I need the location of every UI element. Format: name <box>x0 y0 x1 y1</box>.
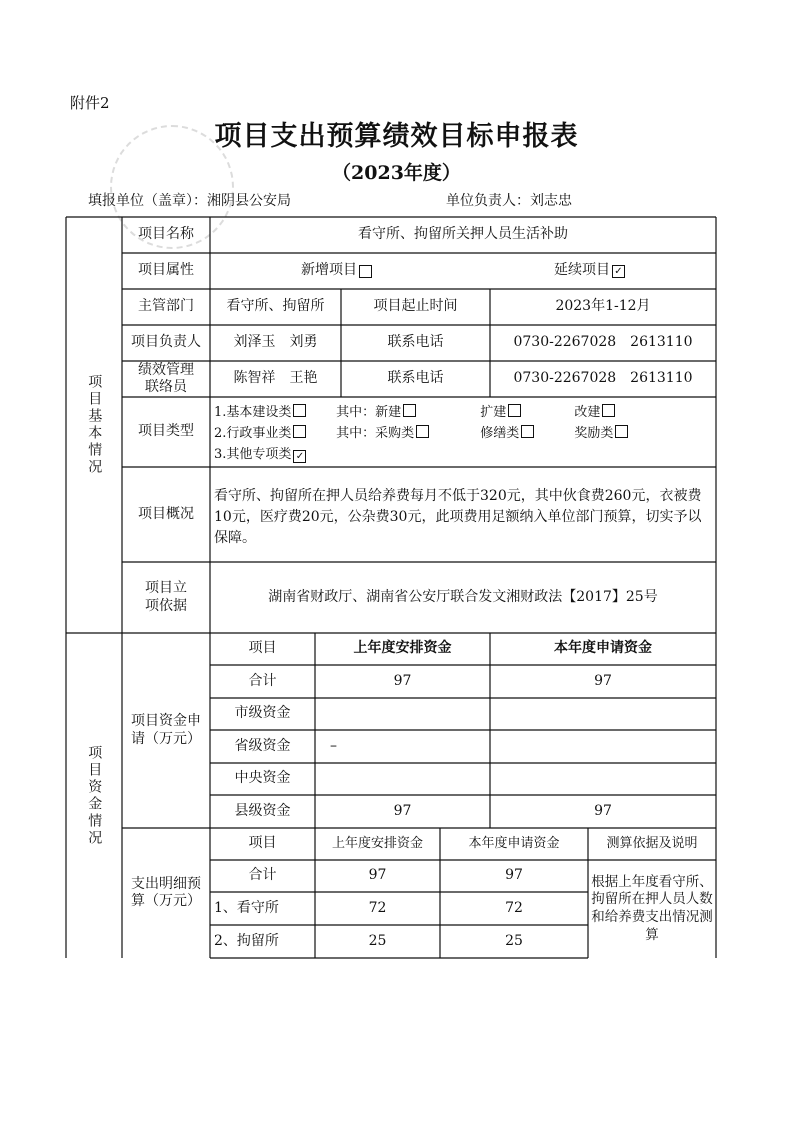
owner-phone-value: 0730-2267028 2613110 <box>513 334 693 351</box>
type-option-label: 其中：采购类 <box>336 426 415 441</box>
apply-label: 项目资金申请（万元） <box>131 713 201 747</box>
apply-row-prev: 97 <box>393 802 412 819</box>
period-label: 项目起止时间 <box>373 298 458 315</box>
type-other-checkbox[interactable]: ✓ <box>293 450 306 463</box>
type-option-label: 改建 <box>574 405 601 420</box>
detail-header: 上年度安排资金 <box>331 835 423 851</box>
apply-row-curr <box>490 763 716 795</box>
attr-new-checkbox[interactable] <box>359 265 372 278</box>
apply-row-prev <box>315 698 490 730</box>
attr-cont-text: 延续项目 <box>554 262 610 279</box>
apply-row-name: 县级资金 <box>234 802 291 819</box>
detail-row-curr: 72 <box>505 899 523 916</box>
apply-header: 上年度安排资金 <box>353 640 452 657</box>
type-checkbox[interactable] <box>293 404 306 417</box>
apply-header: 本年度申请资金 <box>554 640 652 657</box>
project-type-label: 项目类型 <box>138 423 194 440</box>
apply-row-prev: 97 <box>393 672 412 689</box>
type-checkbox[interactable] <box>416 425 429 438</box>
type-checkbox[interactable] <box>602 404 615 417</box>
section-basic-info: 项目基本情况 <box>86 374 103 476</box>
type-checkbox[interactable] <box>403 404 416 417</box>
type-checkbox[interactable] <box>521 425 534 438</box>
project-attr-label: 项目属性 <box>138 262 194 279</box>
basis-label: 项目立项依据 <box>145 580 187 614</box>
type-row <box>214 423 714 444</box>
reporting-unit-label: 填报单位（盖章）： <box>88 193 207 209</box>
attr-new-option <box>210 253 463 289</box>
detail-row-prev: 25 <box>368 932 387 949</box>
type-option-label: 修缮类 <box>480 426 520 441</box>
detail-row-name: 1、看守所 <box>214 899 279 916</box>
detail-row-prev: 97 <box>368 867 387 884</box>
project-name-value: 看守所、拘留所关押人员生活补助 <box>358 226 568 243</box>
perf-contact-label: 绩效管理联络员 <box>138 361 194 395</box>
type-checkbox[interactable] <box>615 425 628 438</box>
attr-cont-option <box>463 253 716 289</box>
attr-cont-checkbox[interactable]: ✓ <box>612 265 625 278</box>
type-option-label: 奖励类 <box>574 426 614 441</box>
apply-header: 项目 <box>248 640 277 657</box>
project-name-label: 项目名称 <box>138 226 194 243</box>
apply-row-curr: 97 <box>594 802 612 819</box>
perf-phone-value: 0730-2267028 2613110 <box>513 370 693 387</box>
unit-leader-value: 刘志忠 <box>530 193 572 209</box>
type-option-label: 扩建 <box>480 405 507 420</box>
apply-row-curr <box>490 730 716 763</box>
section-funding: 项目资金情况 <box>86 744 103 847</box>
detail-row-prev: 72 <box>368 899 387 916</box>
detail-row-curr: 97 <box>505 867 523 884</box>
perf-phone-label: 联系电话 <box>387 370 444 387</box>
owner-label: 项目负责人 <box>131 334 201 351</box>
type-option-label: 3.其他专项类 <box>214 447 292 462</box>
dept-label: 主管部门 <box>138 298 194 315</box>
apply-row-curr: 97 <box>594 672 612 689</box>
apply-row-name: 合计 <box>248 672 277 689</box>
apply-row-name: 省级资金 <box>234 737 291 754</box>
apply-row-prev <box>315 763 490 795</box>
type-option-label: 其中：新建 <box>336 405 402 420</box>
page-subtitle-year: （2023年度） <box>332 162 461 184</box>
detail-note: 根据上年度看守所、拘留所在押人员人数和给养费支出情况测算 <box>591 873 713 943</box>
perf-contact-value: 陈智祥 王艳 <box>233 370 318 387</box>
type-checkbox[interactable] <box>293 425 306 438</box>
apply-row-name: 市级资金 <box>234 705 291 722</box>
owner-value: 刘泽玉 刘勇 <box>233 334 318 351</box>
period-value: 2023年1-12月 <box>555 298 651 315</box>
detail-header: 项目 <box>248 835 277 852</box>
overview-value: 看守所、拘留所在押人员给养费每月不低于320元，其中伙食费260元，衣被费10元，医疗费20元，公杂费30元，此项费用足额纳入单位部门预算，切实予以保障。 <box>214 488 702 546</box>
basis-value: 湖南省财政厅、湖南省公安厅联合发文湘财政法【2017】25号 <box>268 588 658 605</box>
page-title: 项目支出预算绩效目标申报表 <box>214 121 579 152</box>
type-option-label: 1.基本建设类 <box>214 405 292 420</box>
type-row <box>214 444 714 465</box>
type-option-label: 2.行政事业类 <box>214 426 292 441</box>
detail-label: 支出明细预算（万元） <box>131 875 201 909</box>
owner-phone-label: 联系电话 <box>387 334 444 351</box>
reporting-unit-value: 湘阴县公安局 <box>207 193 291 209</box>
apply-row-prev: – <box>330 737 337 754</box>
detail-row-name: 合计 <box>248 867 277 884</box>
attr-new-text: 新增项目 <box>301 262 357 279</box>
detail-row-name: 2、拘留所 <box>214 932 279 949</box>
detail-header: 本年度申请资金 <box>468 835 560 851</box>
project-type-options <box>214 402 714 465</box>
type-row <box>214 402 714 423</box>
apply-row-name: 中央资金 <box>234 770 291 787</box>
type-checkbox[interactable] <box>508 404 521 417</box>
unit-leader-label: 单位负责人： <box>446 193 530 209</box>
detail-row-curr: 25 <box>505 932 523 949</box>
apply-row-curr <box>490 698 716 730</box>
attachment-label: 附件2 <box>70 94 110 112</box>
dept-value: 看守所、拘留所 <box>226 298 325 315</box>
overview-label: 项目概况 <box>138 505 194 522</box>
detail-header: 测算依据及说明 <box>606 835 698 851</box>
